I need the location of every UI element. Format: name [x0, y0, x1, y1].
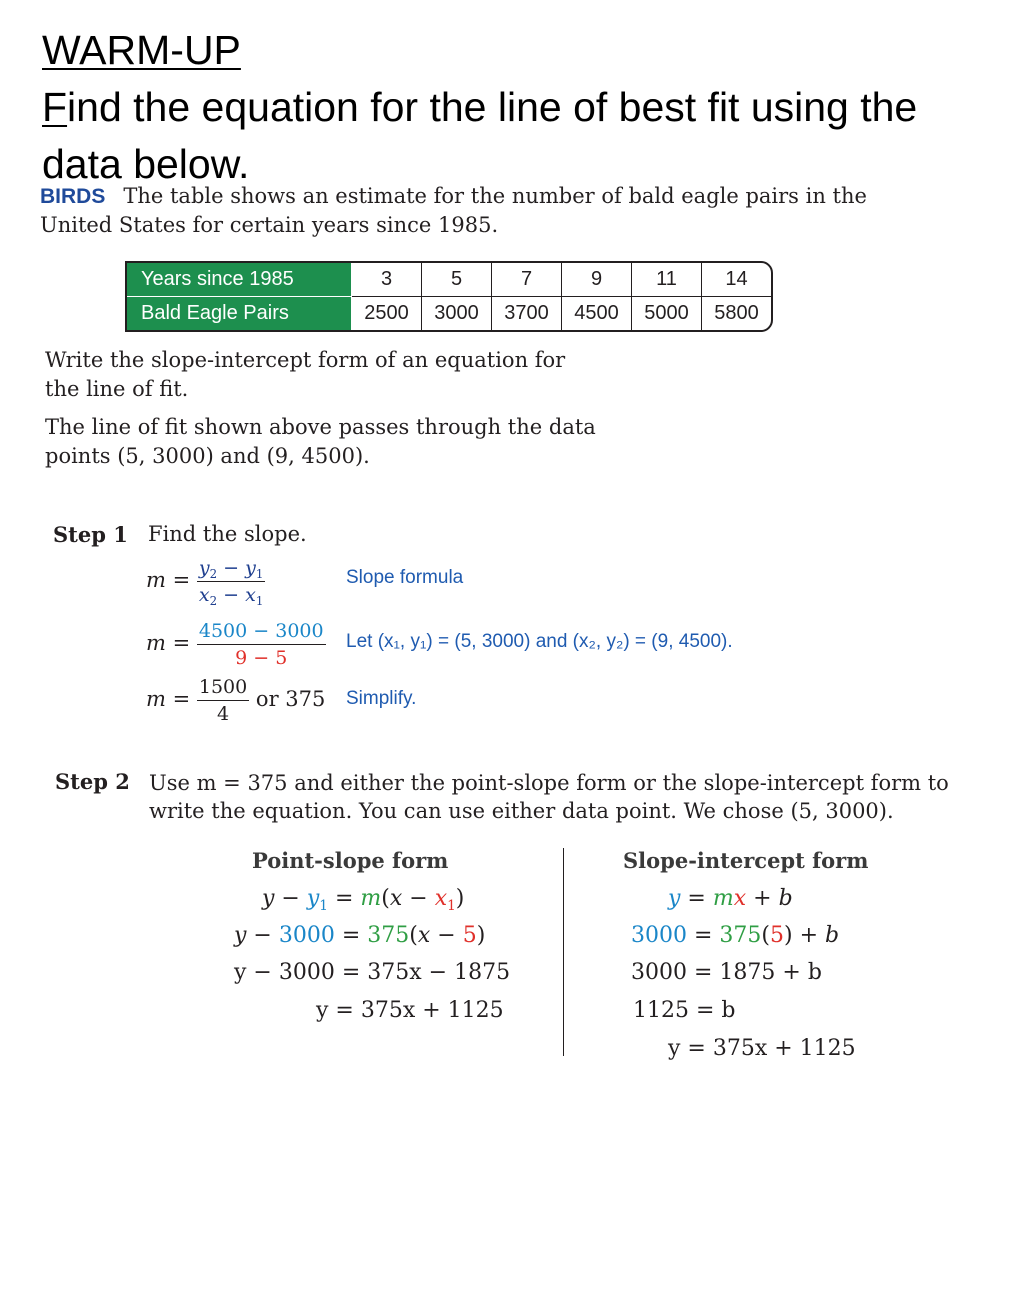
- point-slope-distributed: y − 3000 = 375x − 1875: [234, 960, 511, 985]
- table-cell: 5800: [702, 297, 772, 331]
- point-slope-title: Point-slope form: [252, 848, 449, 873]
- slope-intercept-step3: 3000 = 1875 + b: [631, 960, 822, 985]
- problem-intro: [40, 182, 880, 239]
- line-of-fit-info: The line of fit shown above passes through the data points (5, 3000) and (9, 4500).: [45, 415, 596, 468]
- warm-up-title: WARM-UP: [42, 27, 241, 73]
- birds-tag: BIRDS: [40, 185, 106, 208]
- table-cell: 11: [632, 263, 702, 297]
- simplified-result: or 375: [255, 687, 326, 711]
- step1-label: Step 1: [53, 522, 128, 547]
- column-divider: [563, 848, 564, 1056]
- table-cell: 3700: [492, 297, 562, 331]
- table-cell: 3: [352, 263, 422, 297]
- table-row: [127, 297, 771, 331]
- row-header-pairs: Bald Eagle Pairs: [127, 297, 352, 331]
- note-simplify: Simplify.: [346, 688, 417, 709]
- eagle-data-table: [125, 261, 773, 332]
- point-slope-general: $y - y_1 = m(x - x_1)$: [262, 886, 465, 914]
- slope-intercept-step4: 1125 = b: [633, 998, 736, 1023]
- table-cell: 2500: [352, 297, 422, 331]
- step1-title: Find the slope.: [148, 522, 307, 546]
- table-cell: 5000: [632, 297, 702, 331]
- table-cell: 5: [422, 263, 492, 297]
- slope-formula: m = $\frac{y_2 - y_1}{x_2 - x_1}$: [146, 557, 264, 609]
- substitution-denominator: 9 − 5: [235, 647, 288, 669]
- slope-intercept-general: y = mx + b: [668, 886, 793, 911]
- step2-label: Step 2: [55, 769, 130, 794]
- slope-simplified: m = $\frac{1500}{4}$ or 375: [146, 676, 326, 725]
- table-cell: 7: [492, 263, 562, 297]
- note-slope-formula: Slope formula: [346, 567, 464, 588]
- question-prompt: Write the slope-intercept form of an equation for the line of fit.: [45, 348, 566, 401]
- point-slope-result: y = 375x + 1125: [316, 998, 504, 1023]
- table-row: [127, 263, 771, 297]
- point-slope-substituted: y − 3000 = 375(x − 5): [234, 923, 486, 948]
- simplified-denominator: 4: [217, 703, 230, 725]
- heading-first-letter: F: [42, 84, 68, 130]
- table-cell: 14: [702, 263, 772, 297]
- substitution-numerator: 4500 − 3000: [197, 619, 326, 645]
- step2-text: Use m = 375 and either the point-slope form or the slope-intercept form to write the equation. You can use either data point. We chose (5, 3000).: [149, 771, 949, 823]
- slope-intercept-result: y = 375x + 1125: [668, 1036, 856, 1061]
- warm-up-heading: [42, 22, 1002, 193]
- row-header-years: Years since 1985: [127, 263, 352, 297]
- table-cell: 9: [562, 263, 632, 297]
- simplified-numerator: 1500: [197, 675, 249, 701]
- slope-substitution: m = $\frac{4500 - 3000}{9 - 5}$: [146, 620, 324, 669]
- heading-instruction: ind the equation for the line of best fit using the data below.: [42, 84, 918, 187]
- table-cell: 3000: [422, 297, 492, 331]
- table-cell: 4500: [562, 297, 632, 331]
- slope-intercept-title: Slope-intercept form: [623, 848, 869, 873]
- note-let-points: Let (x₁, y₁) = (5, 3000) and (x₂, y₂) = (9, 4500).: [346, 631, 733, 652]
- intro-text: The table shows an estimate for the number of bald eagle pairs in the United States for certain years since 1985.: [40, 184, 867, 237]
- slope-intercept-substituted: 3000 = 375(5) + b: [631, 923, 840, 948]
